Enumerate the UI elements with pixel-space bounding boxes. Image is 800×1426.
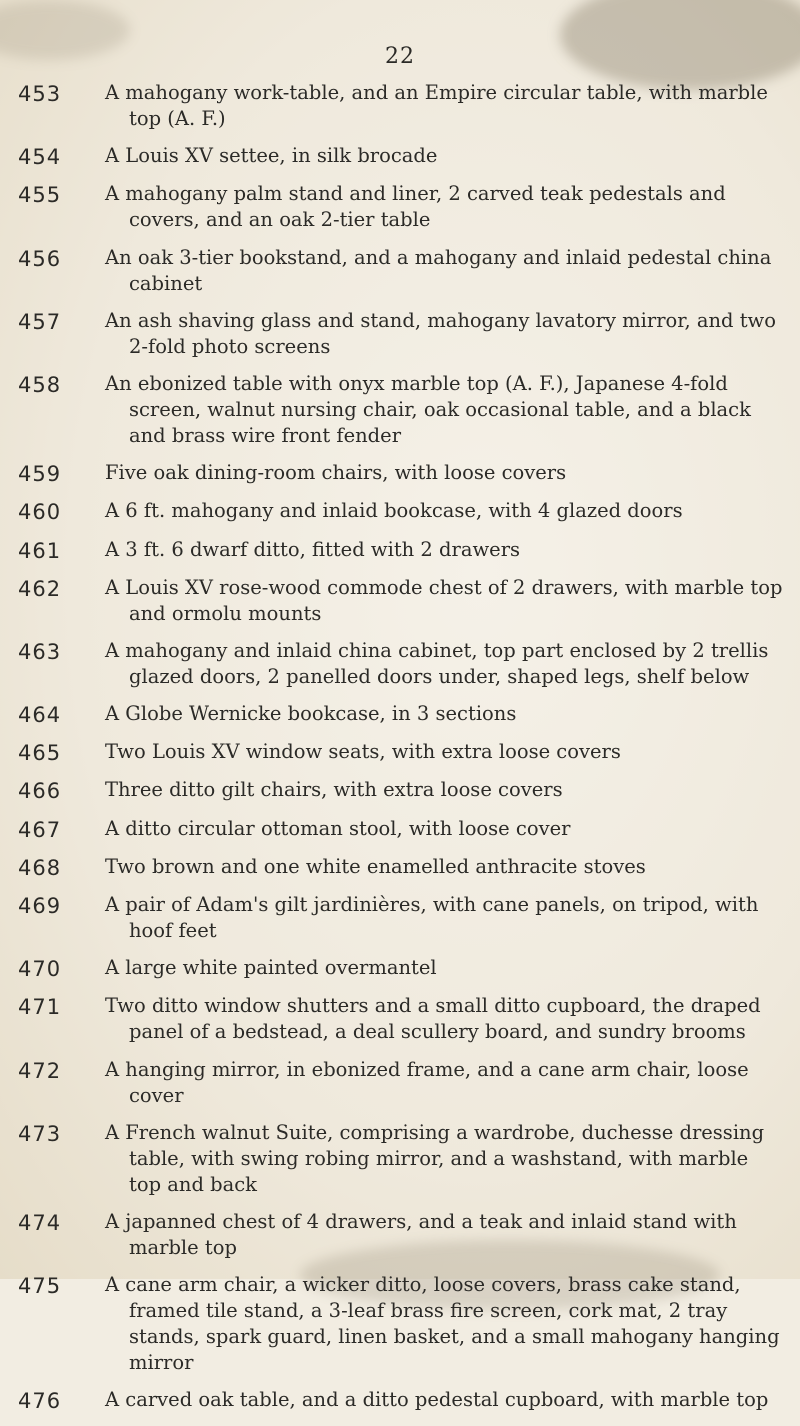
lot-entry (18, 816, 788, 843)
lot-description: A mahogany work-table, and an Empire circular table, with marble top (A. F.) (105, 81, 768, 130)
lot-description: An ebonized table with onyx marble top (A. F.), Japanese 4-fold screen, walnut nursing chair, oak occasional table, and a black and brass wire front fender (105, 371, 751, 447)
lot-number: 456 (18, 246, 62, 271)
lot-description: A hanging mirror, in ebonized frame, and a cane arm chair, loose cover (105, 1057, 749, 1107)
lot-entry (18, 537, 788, 564)
lot-entry (18, 638, 788, 690)
lot-description: A Louis XV settee, in silk brocade (105, 144, 438, 168)
lot-number: 470 (18, 957, 62, 982)
lot-description: Two ditto window shutters and a small ditto cupboard, the draped panel of a bedstead, a deal scullery board, and sundry brooms (105, 994, 761, 1044)
lot-entry (18, 777, 788, 804)
lot-number: 460 (18, 500, 62, 525)
lot-number: 467 (18, 817, 62, 842)
lot-number: 469 (18, 894, 62, 918)
lot-entry (18, 701, 788, 728)
lot-number: 475 (18, 1274, 62, 1299)
lot-number: 459 (18, 462, 62, 487)
lot-description: Two brown and one white enamelled anthracite stoves (105, 854, 646, 878)
lot-number: 462 (18, 576, 62, 601)
lot-description: Five oak dining-room chairs, with loose covers (105, 461, 567, 485)
lot-description: A 3 ft. 6 dwarf ditto, fitted with 2 drawers (105, 537, 521, 561)
lot-description: A Globe Wernicke bookcase, in 3 sections (105, 702, 517, 726)
lot-number: 455 (18, 183, 62, 208)
lot-entry (18, 308, 788, 360)
page-number: 22 (385, 44, 415, 69)
lot-number: 463 (18, 639, 62, 664)
lot-number: 457 (18, 309, 62, 334)
lot-description: A large white painted overmantel (105, 956, 437, 980)
lot-description: Three ditto gilt chairs, with extra loose covers (105, 778, 563, 802)
lot-number: 476 (18, 1389, 62, 1414)
lot-description: A pair of Adam's gilt jardinières, with cane panels, on tripod, with hoof feet (105, 893, 759, 942)
lot-number: 471 (18, 995, 62, 1020)
lot-number: 454 (18, 145, 62, 170)
lot-description: A mahogany and inlaid china cabinet, top part enclosed by 2 trellis glazed doors, 2 panelled doors under, shaped legs, shelf below (105, 638, 769, 688)
lot-number: 473 (18, 1121, 62, 1146)
lot-description: An ash shaving glass and stand, mahogany lavatory mirror, and two 2-fold photo screens (105, 308, 776, 358)
lot-description: A mahogany palm stand and liner, 2 carved teak pedestals and covers, and an oak 2-tier table (105, 182, 726, 232)
lot-entry (18, 739, 788, 766)
lot-entry (18, 854, 788, 881)
lot-entry (18, 1209, 788, 1261)
lot-description: An oak 3-tier bookstand, and a mahogany and inlaid pedestal china cabinet (105, 245, 772, 295)
lot-number: 466 (18, 779, 62, 804)
lot-description: A japanned chest of 4 drawers, and a teak and inlaid stand with marble top (105, 1209, 737, 1259)
lot-entry (18, 181, 788, 233)
lot-description: A cane arm chair, a wicker ditto, loose covers, brass cake stand, framed tile stand, a 3-leaf brass fire screen, cork mat, 2 tray stands, spark guard, linen basket, and a small mahogany hanging mirror (105, 1273, 780, 1375)
lot-number: 472 (18, 1058, 62, 1083)
lot-entry (18, 1120, 788, 1198)
lot-number: 465 (18, 741, 62, 766)
lot-number: 464 (18, 703, 62, 728)
lot-entry (18, 1272, 788, 1376)
lot-entry (18, 1387, 788, 1414)
lot-description: A Louis XV rose-wood commode chest of 2 drawers, with marble top and ormolu mounts (105, 575, 783, 625)
lot-entry (18, 892, 788, 944)
lot-number: 474 (18, 1210, 62, 1235)
lot-number: 461 (18, 538, 62, 563)
lot-entry (18, 371, 788, 449)
lot-number: 468 (18, 855, 62, 880)
lot-description: Two Louis XV window seats, with extra loose covers (105, 740, 621, 764)
lot-entry (18, 143, 788, 170)
lot-entry (18, 993, 788, 1045)
lot-number: 458 (18, 372, 62, 397)
lot-entry (18, 498, 788, 525)
lot-entry (18, 955, 788, 982)
lot-description: A ditto circular ottoman stool, with loose cover (105, 816, 571, 840)
lot-number: 453 (18, 82, 62, 106)
lot-description: A carved oak table, and a ditto pedestal cupboard, with marble top (105, 1388, 769, 1412)
lot-list (18, 80, 788, 1426)
lot-description: A 6 ft. mahogany and inlaid bookcase, with 4 glazed doors (105, 499, 683, 523)
lot-description: A French walnut Suite, comprising a wardrobe, duchesse dressing table, with swing robing mirror, and a washstand, with marble top and back (105, 1120, 765, 1196)
lot-entry (18, 575, 788, 627)
lot-entry (18, 245, 788, 297)
lot-entry (18, 460, 788, 487)
lot-entry (18, 80, 788, 132)
lot-entry (18, 1057, 788, 1109)
